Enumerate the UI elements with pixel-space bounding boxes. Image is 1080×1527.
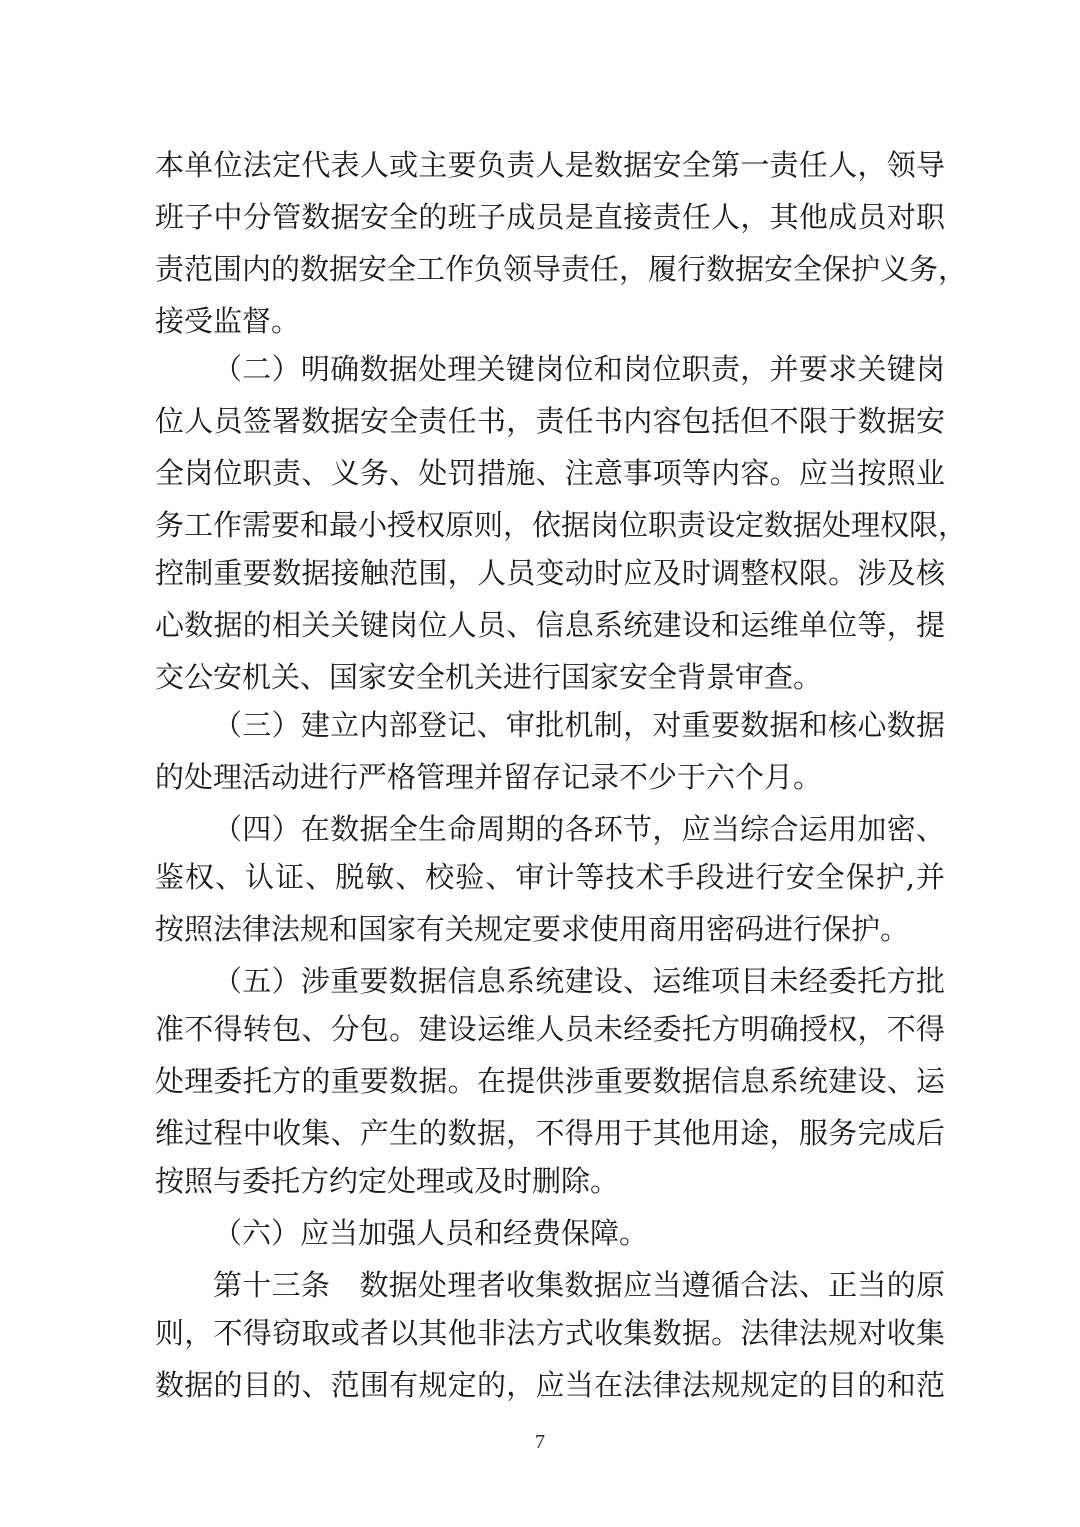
page-number: 7	[535, 1431, 545, 1453]
text-line: （二）明确数据处理关键岗位和岗位职责，并要求关键岗	[213, 352, 945, 386]
text-line: 务工作需要和最小授权原则，依据岗位职责设定数据处理权限，	[155, 508, 968, 542]
text-line: 处理委托方的重要数据。在提供涉重要数据信息系统建设、运	[155, 1064, 945, 1098]
text-line: 接受监督。	[155, 304, 301, 338]
text-line: 班子中分管数据安全的班子成员是直接责任人，其他成员对职	[155, 200, 945, 234]
text-line: 心数据的相关关键岗位人员、信息系统建设和运维单位等，提	[155, 608, 945, 642]
text-line: （四）在数据全生命周期的各环节，应当综合运用加密、	[213, 812, 945, 846]
text-line: 全岗位职责、义务、处罚措施、注意事项等内容。应当按照业	[155, 456, 945, 490]
text-line: （五）涉重要数据信息系统建设、运维项目未经委托方批	[213, 964, 945, 998]
text-line: 的处理活动进行严格管理并留存记录不少于六个月。	[155, 760, 823, 794]
text-line: 本单位法定代表人或主要负责人是数据安全第一责任人，领导	[155, 148, 945, 182]
text-line: 则，不得窃取或者以其他非法方式收集数据。法律法规对收集	[155, 1316, 945, 1350]
text-line: 位人员签署数据安全责任书，责任书内容包括但不限于数据安	[155, 404, 945, 438]
text-line: 准不得转包、分包。建设运维人员未经委托方明确授权，不得	[155, 1012, 945, 1046]
text-line: 按照法律法规和国家有关规定要求使用商用密码进行保护。	[155, 912, 910, 946]
text-line: 控制重要数据接触范围，人员变动时应及时调整权限。涉及核	[155, 556, 945, 590]
text-line: 维过程中收集、产生的数据，不得用于其他用途，服务完成后	[155, 1116, 945, 1150]
text-line: 交公安机关、国家安全机关进行国家安全背景审查。	[155, 660, 823, 694]
text-line: 数据的目的、范围有规定的，应当在法律法规规定的目的和范	[155, 1368, 945, 1402]
text-line: 鉴权、认证、脱敏、校验、审计等技术手段进行安全保护,并	[155, 860, 945, 894]
text-line: 责范围内的数据安全工作负领导责任，履行数据安全保护义务，	[155, 252, 968, 286]
article-heading-line: 第十三条 数据处理者收集数据应当遵循合法、正当的原	[213, 1268, 945, 1302]
text-line: 按照与委托方约定处理或及时删除。	[155, 1164, 620, 1198]
text-line: （三）建立内部登记、审批机制，对重要数据和核心数据	[213, 708, 945, 742]
text-line: （六）应当加强人员和经费保障。	[213, 1216, 649, 1250]
